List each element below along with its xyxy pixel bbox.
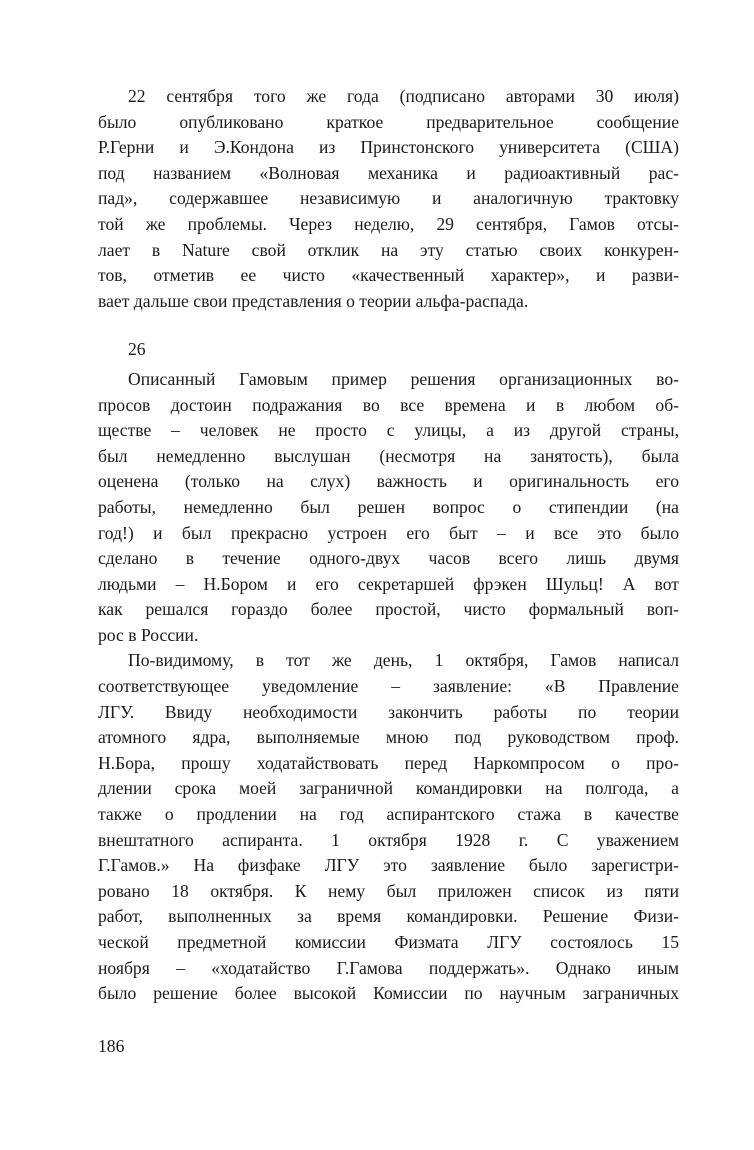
text-line: работ, выполненных за время командировки. Решение Физи- (98, 906, 679, 927)
paragraph-3 (98, 648, 679, 1006)
text-line: лает в Nature свой отклик на эту статью своих конкурен- (98, 239, 679, 260)
text-line: ществе – человек не просто с улицы, а из другой страны, (98, 420, 679, 441)
page-number: 186 (98, 1036, 125, 1056)
text-line: был немедленно выслушан (несмотря на занятость), была (98, 445, 679, 466)
text-line: ЛГУ. Ввиду необходимости закончить работы по теории (98, 701, 679, 722)
text-line: Описанный Гамовым пример решения организационных во- (128, 368, 679, 389)
text-line: ровано 18 октября. К нему был приложен список из пяти (98, 880, 679, 901)
text-line: работы, немедленно был решен вопрос о стипендии (на (98, 496, 679, 517)
text-line: ческой предметной комиссии Физмата ЛГУ состоялось 15 (98, 932, 679, 952)
text-line: пад», содержавшее независимую и аналогичную трактовку (98, 188, 679, 209)
text-line: год!) и был прекрасно устроен его быт – и все это было (98, 522, 679, 543)
text-line: Р.Герни и Э.Кондона из Принстонского университета (США) (98, 137, 679, 158)
text-line: как решался гораздо более простой, чисто формальный воп- (98, 599, 679, 620)
text-line: оценена (только на слух) важность и оригинальность его (98, 471, 679, 492)
text-line: Н.Бора, прошу ходатайствовать перед Наркомпросом о про- (98, 752, 679, 773)
paragraph-1 (98, 84, 679, 314)
note-number: 26 (128, 339, 146, 360)
text-line: той же проблемы. Через неделю, 29 сентября, Гамов отсы- (98, 213, 679, 234)
text-line: тов, отметив ее чисто «качественный характер», и разви- (98, 265, 679, 286)
text-line: было опубликовано краткое предварительное сообщение (98, 111, 679, 132)
text-line: людьми – Н.Бором и его секретаршей фрэкен Шульц! А вот (98, 573, 679, 594)
text-line: рос в России. (98, 624, 199, 645)
text-line: сделано в течение одного-двух часов всего лишь двумя (98, 548, 679, 569)
text-line: Г.Гамов.» На физфаке ЛГУ это заявление было зарегистри- (98, 855, 679, 876)
text-line: было решение более высокой Комиссии по научным заграничных (98, 983, 679, 1004)
text-line: 22 сентября того же года (подписано авторами 30 июля) (128, 86, 679, 106)
text-line: ноября – «ходатайство Г.Гамова поддержать». Однако иным (98, 957, 679, 978)
text-line: внештатного аспиранта. 1 октября 1928 г. С уважением (98, 829, 679, 850)
text-line: под названием «Волновая механика и радиоактивный рас- (98, 162, 679, 183)
page-text (98, 84, 679, 1007)
text-line: атомного ядра, выполняемые мною под руководством проф. (98, 727, 679, 748)
text-line: просов достоин подражания во все времена и в любом об- (98, 394, 679, 415)
paragraph-2 (98, 367, 679, 649)
text-line: вает дальше свои представления о теории альфа-распада. (98, 290, 529, 311)
text-line: также о продлении на год аспирантского стажа в качестве (98, 804, 679, 825)
text-line: длении срока моей заграничной командировки на полгода, а (98, 778, 679, 799)
text-line: По-видимому, в тот же день, 1 октября, Гамов написал (128, 650, 679, 671)
text-line: соответствующее уведомление – заявление: «В Правление (98, 676, 679, 697)
